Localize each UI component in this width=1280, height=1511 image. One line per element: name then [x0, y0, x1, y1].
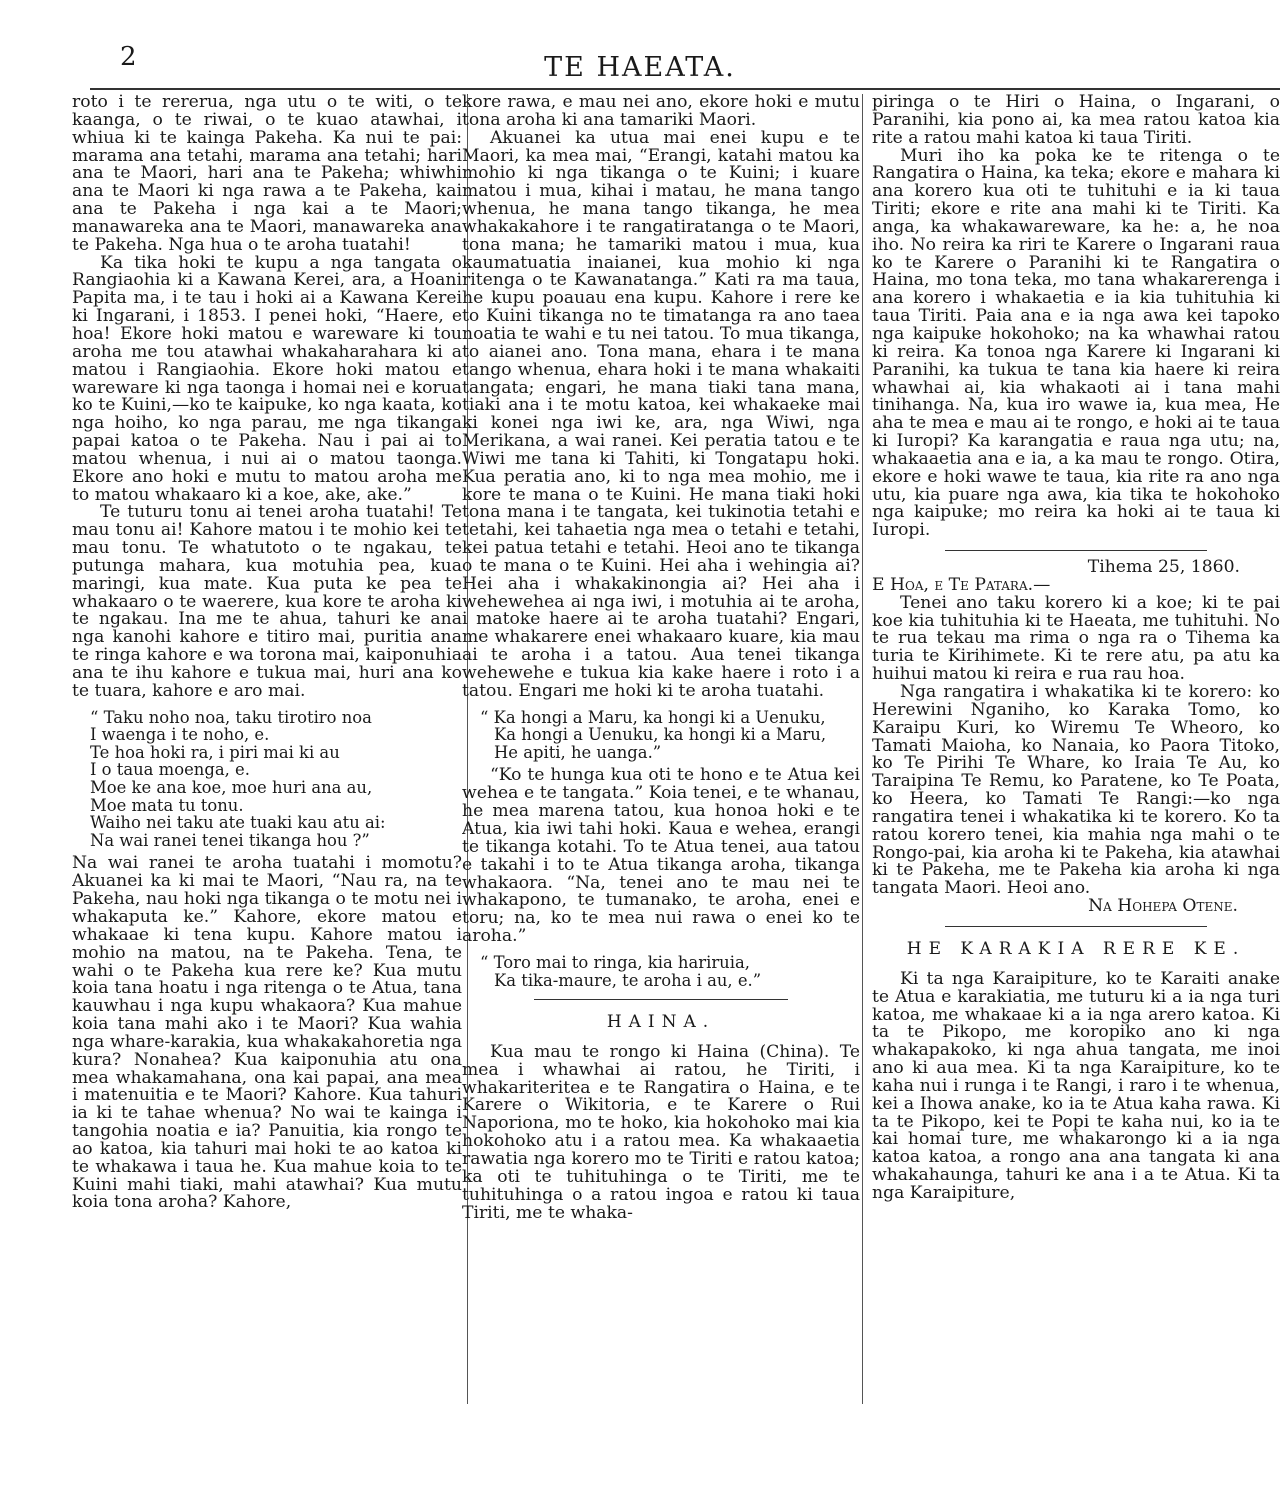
- col3-paragraph-3: Tenei ano taku korero ki a koe; ki te pai koe kia tuhituhia ki te Haeata, me tuhituhi. No te rua tekau ma rima o nga ra o Tihema ka turia te Kirihimete. Ki te rere atu, pa atu ka huihui matou ki reira e rua rau hoa.: [872, 592, 1280, 685]
- col1-verse: [90, 709, 462, 850]
- page-number: 2: [120, 42, 137, 72]
- col2-paragraph-4: Kua mau te rongo ki Haina (China). Te mea i whawhai ai ratou, he Tiriti, i whakariteritea e te Rangatira o Haina, e te Karere o Wikitoria, e te Karere o Rui Naporiona, mo te hoko, kia hokohoko mai kia hokohoko atu i a ratou mea. Ka whakaaetia rawatia nga korero mo te Tiriti e ratou katoa; ka oti te tuhituhinga o te Tiriti, me te tuhituhinga o a ratou ingoa e ratou ki taua Tiriti, me te whaka-: [462, 1041, 860, 1223]
- section-rule: [945, 550, 1206, 551]
- col2-paragraph-1: kore rawa, e mau nei ano, ekore hoki e mutu tona aroha ki ana tamariki Maori.: [462, 94, 860, 130]
- col3-paragraph-2: Muri iho ka poka ke te ritenga o te Rangatira o Haina, ka teka; ekore e mahara ki ana korero kua oti te tuhituhi e ia ki taua Tiriti; ekore e rite ana mahi ki te Tiriti. Ka anga, ka whakawareware, ka he: a, he noa iho. No reira ka riri te Karere o Ingarani raua ko te Karere o Paranihi ki te Rangatira o Haina, mo tona teka, mo tana whakarerenga i ana korero i whakaetia e ia kia tuhituhia ki taua Tiriti. Paia ana e ia nga awa kei tapoko nga kaipuke hokohoko; na ka whawhai ratou ki reira. Ka tonoa nga Karere ki Ingarani ki Paranihi, ka tukua te tana kia haere ki reira whawhai ai, kia whakaoti ai i tana mahi tinihanga. Na, kua iro wawe ia, kua mea, He aha te mea e mau ai te rongo, e hoki ai te taua ki Iuropi? Ka karangatia e raua nga utu; na, whakaaetia ana e ia, a ka mau te rongo. Otira, ekore e hoki wawe te taua, kia rite ra ano nga utu, kia puare nga awa, kia tika te hokohoko nga kaipuke; mo reira ka hoki ai te taua ki Iuropi.: [872, 145, 1280, 541]
- col2-paragraph-3: “Ko te hunga kua oti te hono e te Atua kei wehea e te tangata.” Koia tenei, e te whanau, he mea marena tatou, kua honoa hoki e te Atua, kia iwi tahi hoki. Kaua e wehea, erangi te tikanga kotahi. To te Atua tenei, aua tatou e takahi i to te Atua tikanga aroha, tikanga whakaora. “Na, tenei ano te mau nei te whakapono, te tumanako, te aroha, enei e toru; na, ko te mea nui rawa o enei ko te aroha.”: [462, 765, 860, 947]
- column-middle: [462, 94, 860, 1424]
- col1-paragraph-1: roto i te rererua, nga utu o te witi, o te kaanga, o te riwai, o te kuao atawhai, i whiua ki te kainga Pakeha. Ka nui te pai: marama ana tetahi, marama ana tetahi; hari ana te Maori, hari ana te Pakeha; whiwhi ana te Maori ki nga rawa a te Pakeha, kai ana te Pakeha i nga kai a te Maori; manawareka ana te Maori, manawareka ana te Pakeha. Nga hua o te aroha tuatahi!: [72, 94, 462, 255]
- verse-line: “ Toro mai to ringa, kia hariruia,: [480, 952, 750, 972]
- masthead-title: TE HAEATA.: [544, 52, 736, 83]
- column-right: [872, 94, 1280, 1424]
- letter-date: Tihema 25, 1860.: [1087, 557, 1240, 578]
- col1-paragraph-3: Te tuturu tonu ai tenei aroha tuatahi! Te mau tonu ai! Kahore matou i te mohio kei te mau tonu. Te whatutoto o te ngakau, te putunga mahara, kua motuhia pea, kua maringi, kua mate. Kua puta ke pea te whakaaro o te waerere, kua kore te aroha ki te ngakau. Ina me te ahua, tahuri ke ana nga kanohi kahore e titiro mai, puritia ana te ringa kahore e wa torona mai, kaiponuhia ana te ihu kahore e tukua mai, huri ana ko te tuara, kahore e aro mai.: [72, 502, 462, 701]
- header-rule: [90, 88, 1280, 90]
- verse-line: I o taua moenga, e.: [90, 760, 250, 780]
- col2-verse-2: [480, 954, 860, 989]
- col3-paragraph-1: piringa o te Hiri o Haina, o Ingarani, o Paranihi, kia pono ai, ka mea ratou katoa kia rite a ratou mahi katoa ki taua Tiriti.: [872, 94, 1280, 148]
- col3-paragraph-4: Nga rangatira i whakatika ki te korero: ko Herewini Nganiho, ko Karaka Tomo, ko Karaipu Kuri, ko Wiremu Te Wheoro, ko Tamati Maioha, ko Nanaia, ko Paora Titoko, ko Te Pirihi Te Whare, ko Iraia Te Au, ko Taraipina Te Remu, ko Paratene, ko Te Poata, ko Heera, ko Tamati Te Rangi:—ko nga rangatira tenei i whakatika ki te korero. Ko ta ratou korero tenei, kia mahia nga mahi o te Rongo-pai, kia aroha ki te Pakeha, kia atawhai ki te Pakeha, me te Pakeha kia aroha ki nga tangata Maori. Heoi ano.: [872, 682, 1280, 899]
- verse-line: Moe ke ana koe, moe huri ana au,: [90, 778, 373, 798]
- verse-line: Te hoa hoki ra, i piri mai ki au: [90, 742, 340, 762]
- col1-paragraph-2: Ka tika hoki te kupu a nga tangata o Rangiaohia ki a Kawana Kerei, ara, a Hoani Papita ma, i te tau i hoki ai a Kawana Kerei ki Ingarani, i 1853. I penei hoki, “Haere, e hoa! Ekore hoki matou e wareware ki tou aroha me tou atawhai whakaharahara ki a matou i Rangiaohia. Ekore hoki matou e wareware ki nga taonga i homai nei e koruа ko te Kuini,—ko te kaipuke, ko nga kaata, ko nga hoiho, ko nga parau, me nga tikanga papai katoa o te Pakeha. Nau i pai ai to matou whenua, i nui ai o matou taonga. Ekore ano hoki e mutu to matou aroha me to matou whakaaro ki a koe, ake, ake.”: [72, 252, 462, 505]
- letter-signature: Na Hohepa Otene.: [1088, 896, 1238, 917]
- page-header: [0, 0, 1280, 100]
- section-rule: [534, 999, 789, 1000]
- column-divider-right: [862, 94, 863, 1404]
- section-title-karakia: HE KARAKIA RERE KE.: [906, 938, 1246, 959]
- col1-paragraph-4: Na wai ranei te aroha tuatahi i momotu? Akuanei ka ki mai te Maori, “Nau ra, na te Pakeha, nau hoki nga tikanga o te motu nei i whakaputa ke.” Kahore, ekore matou e whakaae ki tena kupu. Kahore matou i mohio na matou, na te Pakeha. Tena, te wahi o te Pakeha kua rere ke? Kua mutu koia tana hoatu i nga ritenga o te Atua, tana kauwhau i nga kupu whakaora? Kua mahue koia tana mahi ako i te Maori? Kua wahia nga whare-karakia, kua whakakahoretia nga kura? Nonahea? Kua kaiponuhia atu ona mea whakamahana, ona kai papai, ana mea i matenuitia e te Maori? Kahore. Kua tahuri ia ki te tahae whenua? No wai te kainga i tangohia noatia e ia? Panuitia, kia rongo te ao katoa, kia tahuri mai hoki te ao katoa ki te whakawa i taua he. Kua mahue koia to te Kuini mahi tiaki, mahi atawhai? Kua mutu koia tona aroha? Kahore,: [72, 853, 462, 1213]
- verse-line: Na wai ranei tenei tikanga hou ?”: [90, 830, 370, 850]
- verse-line: Ka tika-maure, te aroha i au, e.”: [494, 970, 762, 990]
- verse-line: I waenga i te noho, e.: [90, 725, 270, 745]
- verse-line: “ Taku noho noa, taku tirotiro noa: [90, 707, 372, 727]
- letter-salutation: E Hoa, e Te Patara.—: [872, 574, 1051, 595]
- column-left: [72, 94, 462, 1424]
- verse-line: He apiti, he uanga.”: [494, 742, 662, 762]
- section-rule: [945, 926, 1206, 927]
- verse-line: Waiho nei taku ate tuaki kau atu ai:: [90, 813, 386, 833]
- col3-paragraph-5: Ki ta nga Karaipiture, ko te Karaiti anake te Atua e karakiatia, me tuturu ki a ia nga turi katoa, me whakaae ki a ia nga arero katoa. Ki ta te Pikopo, me koropiko ano ki nga whakapakoko, ki nga ahua tangata, me inoi ano ki aua mea. Ki ta nga Karaipiture, ko te kaha nui i runga i te Rangi, i raro i te whenua, kei a Ihowa anake, ko ia te Atua kaha rawa. Ki ta te Pikopo, kei te Popi te kaha nui, ko ia te kai homai ture, me whakarongo ki a ia nga katoa katoa, a rongo ana ana tangata ki ana whakahaunga, tahuri ke ana i a te Atua. Ki ta nga Karaipiture,: [872, 968, 1280, 1203]
- verse-line: Moe mata tu tonu.: [90, 795, 244, 815]
- verse-line: Ka hongi a Uenuku, ka hongi ki a Maru,: [494, 725, 827, 745]
- section-title-haina: HAINA.: [606, 1012, 716, 1033]
- verse-line: “ Ka hongi a Maru, ka hongi ki a Uenuku,: [480, 707, 826, 727]
- col2-verse-1: [480, 709, 860, 762]
- col2-paragraph-2: Akuanei ka utua mai enei kupu e te Maori, ka mea mai, “Erangi, katahi matou ka mohio ki nga tikanga o te Kuini; i kuare matou i mua, kihai i matau, he mana tango whenua, he mana tango tikanga, he mea whakakahore i te rangatiratanga o te Maori, tona mana; he tamariki matou i mua, kua kaumatuatia inaianei, kua mohio ki nga ritenga o te Kawanatanga.” Kati ra ma taua, he kupu poauau ena kupu. Kahore i rere ke to Kuini tikanga no te timatanga ra ano taea noatia te wahi e tu nei tatou. To mua tikanga, to aianei ano. Tona mana, ehara i te mana tango whenua, ehara hoki i te mana whakaiti tangata; engari, he mana tiaki tana mana, tiaki ana i te motu katoa, kei whakaeke mai ki konei nga iwi ke, ara, nga Wiwi, nga Merikana, a wai ranei. Kei peratia tatou e te Wiwi me tana ki Tahiti, ki Tongatapu hoki. Kua peratia ano, ki to nga mea mohio, me i kore te mana o te Kuini. He mana tiaki hoki tona mana i te tangata, kei tukinotia tetahi e tetahi, kei tahaetia nga mea o tetahi e tetahi, kei patua tetahi e tetahi. Heoi ano te tikanga o te mana o te Kuini. Hei aha i wehingia ai? Hei aha i whakakinongia ai? Hei aha i wehewehea ai nga iwi, i motuhia ai te aroha, i matoke haere ai te aroha tuatahi? Engari, me whakarere enei whakaaro kuare, kia mau ai te aroha i a tatou. Aua tenei tikanga wehewehe e tukua kia kake haere i roto i a tatou. Engari me hoki ki te aroha tuatahi.: [462, 127, 860, 701]
